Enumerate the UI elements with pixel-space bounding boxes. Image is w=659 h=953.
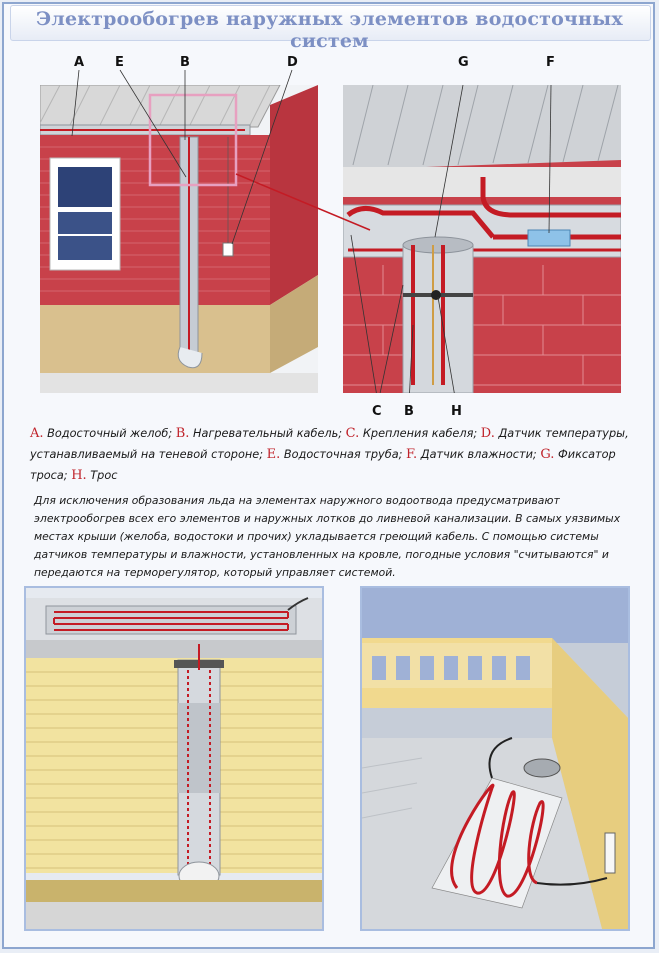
legend-text: Датчик влажности;: [417, 448, 541, 461]
label-b-top: B: [180, 55, 190, 70]
legend-letter: H.: [71, 468, 87, 483]
page-title: Электрообогрев наружных элементов водосточных систем: [36, 8, 623, 52]
legend-text: Фиксатор: [554, 448, 616, 461]
paragraph-line: передаются на терморегулятор, который управляет системой.: [34, 566, 396, 579]
paragraph-line: местах крыши (желоба, водостоки и прочих) укладывается греющий кабель. С помощью системы: [34, 530, 599, 543]
legend-text: Нагревательный кабель;: [189, 427, 346, 440]
legend-text: Трос: [86, 469, 118, 482]
label-h: H: [451, 404, 462, 419]
siding-wall-illustration: [24, 586, 324, 931]
label-a: A: [74, 55, 85, 70]
legend-letter: B.: [175, 426, 190, 441]
roof-drain-illustration: [360, 586, 630, 931]
paragraph-line: Для исключения образования льда на элементах наружного водоотвода предусматривают: [34, 494, 560, 507]
paragraph-line: электрообогрев всех его элементов и наружных лотков до ливневой канализации. В самых уязвимых: [34, 512, 621, 525]
legend-text: Водосточный желоб;: [43, 427, 176, 440]
label-c: C: [372, 404, 382, 419]
legend-letter: A.: [30, 426, 44, 441]
legend-text: Датчик температуры,: [494, 427, 629, 440]
label-e: E: [115, 55, 124, 70]
legend-letter: G.: [540, 447, 555, 462]
description-paragraph: [34, 492, 624, 582]
label-f: F: [546, 55, 555, 70]
label-d: D: [287, 55, 298, 70]
legend-text: устанавливаемый на теневой стороне;: [30, 448, 267, 461]
legend-text: Водосточная труба;: [280, 448, 407, 461]
legend-caption: [30, 423, 630, 486]
legend-letter: E.: [266, 447, 281, 462]
legend-text: троса;: [30, 469, 72, 482]
legend-letter: C.: [345, 426, 360, 441]
legend-text: Крепления кабеля;: [359, 427, 481, 440]
legend-letter: D.: [480, 426, 495, 441]
paragraph-line: датчиков температуры и влажности, установленных на кровле, погодные условия "считываются" и: [34, 548, 609, 561]
connector-lines: [0, 0, 659, 420]
legend-letter: F.: [406, 447, 418, 462]
label-b-bottom: B: [404, 404, 414, 419]
label-g: G: [458, 55, 469, 70]
